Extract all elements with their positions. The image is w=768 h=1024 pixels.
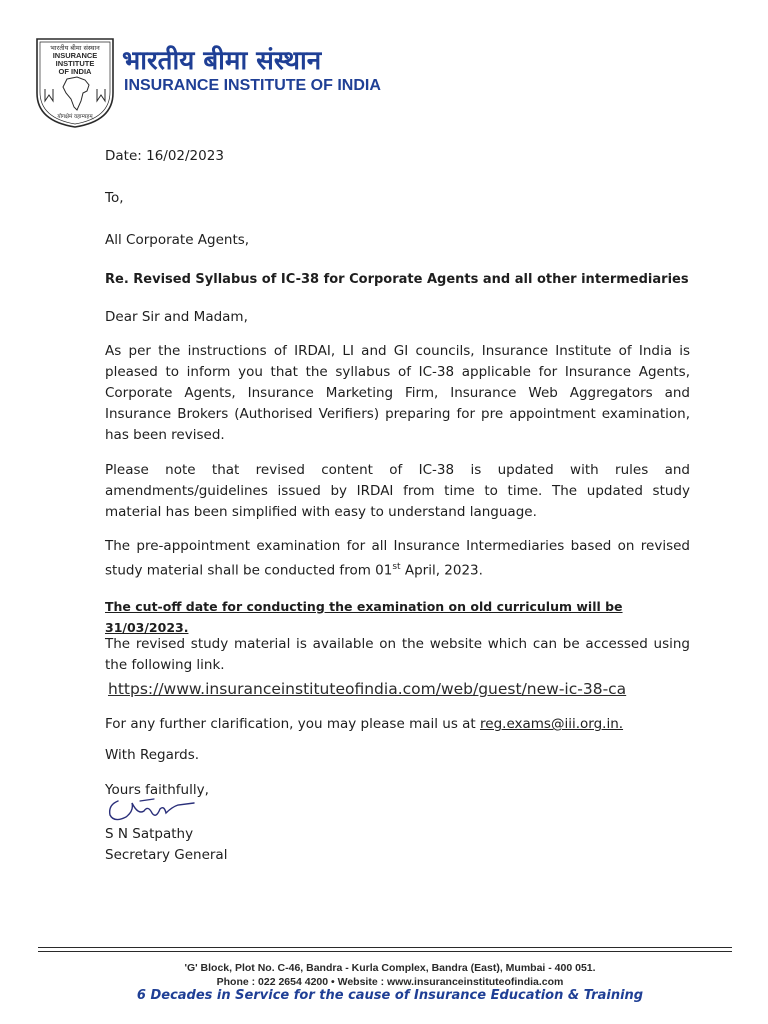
paragraph-exam-date [105, 536, 690, 582]
logo-emblem-icon [33, 35, 117, 129]
logo-text-line3: OF INDIA [58, 67, 92, 76]
footer-divider-thin [38, 951, 732, 952]
footer-address: 'G' Block, Plot No. C-46, Bandra - Kurla Complex, Bandra (East), Mumbai - 400 051. [184, 962, 596, 974]
footer-tagline: 6 Decades in Service for the cause of Insurance Education & Training [136, 988, 644, 1003]
exam-date-superscript: st [392, 562, 401, 572]
institute-logo [33, 35, 117, 129]
cutoff-notice: The cut-off date for conducting the examination on old curriculum will be 31/03/2023. [105, 599, 623, 635]
logo-text-line1: INSURANCE [52, 51, 98, 60]
letter-subject: Re. Revised Syllabus of IC-38 for Corporate Agents and all other intermediaries [105, 272, 689, 287]
institute-name-hindi: भारतीय बीमा संस्थान [122, 46, 322, 76]
letter-closing: Yours faithfully, [105, 782, 209, 798]
letter-regards: With Regards. [105, 747, 200, 763]
logo-motto: योगक्षेमं वहाम्यहम् [57, 114, 93, 120]
paragraph-clarification [105, 714, 705, 735]
institute-name-english: INSURANCE INSTITUTE OF INDIA [124, 77, 381, 94]
letter-recipient: All Corporate Agents, [105, 232, 250, 248]
signature-icon [104, 797, 214, 825]
exam-date-text: The pre-appointment examination for all Insurance Intermediaries based on revised study material shall be conducted from 01 [105, 538, 690, 579]
signatory-title: Secretary General [105, 847, 228, 863]
signature [104, 797, 214, 825]
study-material-link[interactable]: https://www.insuranceinstituteofindia.com/web/guest/new-ic-38-ca [108, 680, 627, 698]
letter-date: Date: 16/02/2023 [105, 148, 224, 164]
exam-date-text-end: April, 2023. [400, 562, 483, 579]
paragraph-study-material: The revised study material is available on the website which can be accessed using the following link. [105, 636, 690, 673]
letter-to: To, [105, 190, 124, 206]
footer-contact: Phone : 022 2654 4200 • Website : www.insuranceinstituteofindia.com [216, 976, 564, 988]
paragraph-syllabus-revised: As per the instructions of IRDAI, LI and GI councils, Insurance Institute of India is pleased to inform you that the syllabus of IC-38 applicable for Insurance Agents, Corporate Agents, Insurance Marketing Firm, Insurance Web Aggregators and Insurance Brokers (Authorised Verifiers) preparing for pre appointment examination, has been revised. [105, 343, 690, 443]
signatory-name: S N Satpathy [105, 826, 194, 842]
logo-text-line2: INSTITUTE [55, 59, 95, 68]
clarification-text: For any further clarification, you may please mail us at [105, 716, 481, 732]
letter-salutation: Dear Sir and Madam, [105, 309, 248, 325]
email-link[interactable]: reg.exams@iii.org.in. [480, 716, 624, 732]
paragraph-content-updated: Please note that revised content of IC-38 is updated with rules and amendments/guidelines issued by IRDAI from time to time. The updated study material has been simplified with easy to understand language. [105, 462, 690, 520]
footer-divider [38, 947, 732, 948]
logo-hindi-text: भारतीय बीमा संस्थान [50, 44, 100, 52]
